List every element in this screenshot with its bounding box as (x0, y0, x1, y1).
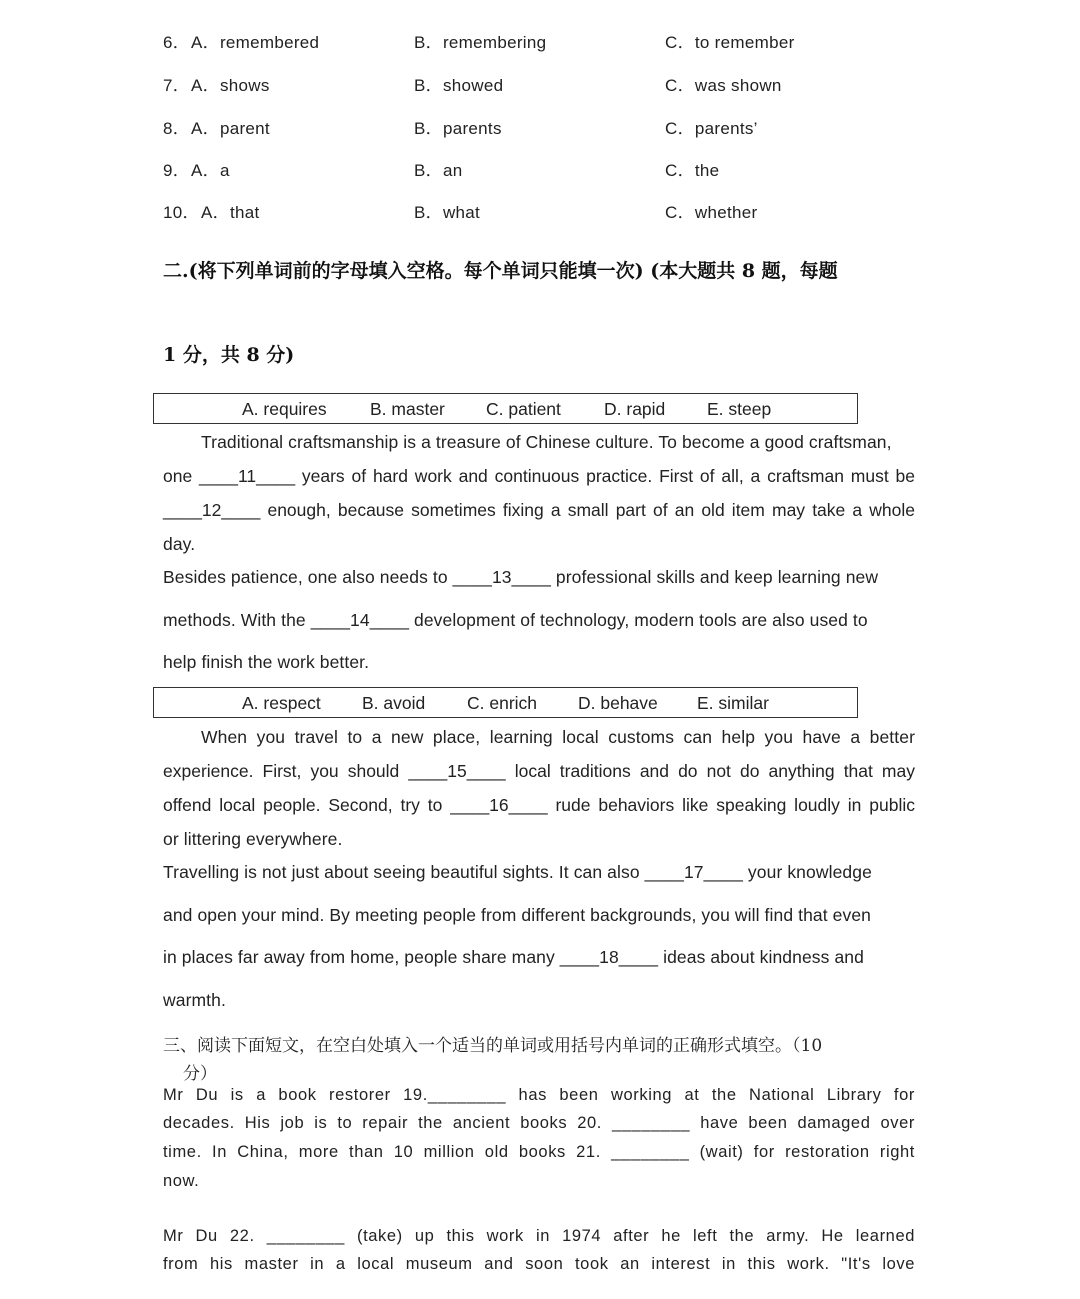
passage-3-line: time. In China, more than 10 million old books 21. ________ (wait) for restoration right (163, 1143, 915, 1161)
passage-1-line: day. (163, 534, 196, 554)
passage-1-line: ____12____ enough, because sometimes fixing a small part of an old item may take a whole (163, 500, 915, 520)
section-2-heading: 二.(将下列单词前的字母填入空格。每个单词只能填一次) (本大题共 8 题，每题 (163, 260, 838, 282)
passage-2-line: When you travel to a new place, learning local customs can help you have a better (201, 727, 915, 747)
word-option: D. rapid (604, 399, 666, 419)
option-b: B．what (414, 203, 481, 222)
passage-1-line: one ____11____ years of hard work and continuous practice. First of all, a craftsman must be (163, 466, 915, 486)
passage-2-line: and open your mind. By meeting people from different backgrounds, you will find that even (163, 905, 872, 925)
word-option: B. master (370, 399, 445, 419)
passage-2-line: experience. First, you should ____15____ local traditions and do not do anything that may (163, 761, 915, 781)
option-a: A．shows (191, 76, 270, 95)
question-number: 7． (163, 76, 191, 95)
option-c: C．parents’ (665, 119, 758, 138)
word-option: A. requires (242, 399, 327, 419)
question-number: 10． (163, 203, 200, 222)
passage-2-line: Travelling is not just about seeing beautiful sights. It can also ____17____ your knowledge (163, 862, 872, 882)
passage-3-line: from his master in a local museum and soon took an interest in this work. "It's love (163, 1255, 915, 1273)
option-b: B．remembering (414, 33, 547, 52)
word-bank-box-1 (153, 393, 858, 424)
option-b: B．parents (414, 119, 502, 138)
passage-2-line: warmth. (163, 990, 226, 1010)
option-a: A．a (191, 161, 230, 180)
passage-1-line: Traditional craftsmanship is a treasure of Chinese culture. To become a good craftsman, (201, 432, 892, 452)
passage-3-line: Mr Du 22. ________ (take) up this work in 1974 after he left the army. He learned (163, 1227, 915, 1245)
option-b: B．showed (414, 76, 504, 95)
option-a: A．that (201, 203, 260, 222)
passage-1-line: help finish the work better. (163, 652, 370, 672)
option-c: C．the (665, 161, 720, 180)
option-c: C．to remember (665, 33, 795, 52)
word-option: C. enrich (467, 693, 538, 713)
passage-2-line: in places far away from home, people share many ____18____ ideas about kindness and (163, 947, 864, 967)
word-option: E. steep (707, 399, 772, 419)
passage-3-line: Mr Du is a book restorer 19.________ has been working at the National Library for (163, 1086, 915, 1104)
question-number: 8． (163, 119, 191, 138)
passage-3-line: decades. His job is to repair the ancient books 20. ________ have been damaged over (163, 1114, 915, 1132)
passage-1-line: Besides patience, one also needs to ____13____ professional skills and keep learning new (163, 567, 879, 587)
passage-2-line: offend local people. Second, try to ____16____ rude behaviors like speaking loudly in public (163, 795, 915, 815)
section-3-heading-cont: 分） (183, 1064, 217, 1084)
option-b: B．an (414, 161, 463, 180)
question-number: 6． (163, 33, 191, 52)
word-option: C. patient (486, 399, 561, 419)
word-bank-box-2 (153, 687, 858, 718)
option-c: C．whether (665, 203, 758, 222)
question-number: 9． (163, 161, 191, 180)
word-option: D. behave (578, 693, 658, 713)
word-option: B. avoid (362, 693, 426, 713)
word-option: E. similar (697, 693, 769, 713)
option-a: A．remembered (191, 33, 320, 52)
passage-2-line: or littering everywhere. (163, 829, 343, 849)
passage-1-line: methods. With the ____14____ development of technology, modern tools are also used to (163, 610, 868, 630)
option-a: A．parent (191, 119, 270, 138)
passage-3-line: now. (163, 1172, 200, 1190)
word-option: A. respect (242, 693, 321, 713)
option-c: C．was shown (665, 76, 782, 95)
section-3-heading: 三、阅读下面短文，在空白处填入一个适当的单词或用括号内单词的正确形式填空。（10 (163, 1036, 823, 1056)
section-2-heading-cont: 1 分，共 8 分) (163, 344, 295, 366)
